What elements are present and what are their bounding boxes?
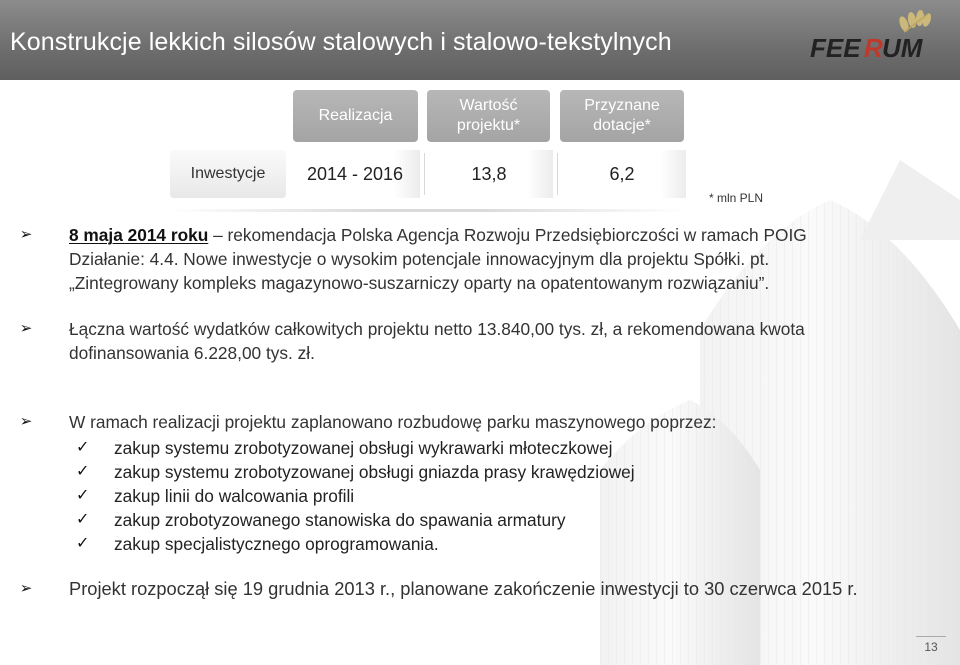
checkmark-icon: ✓ bbox=[76, 439, 90, 456]
bullet-schedule bbox=[19, 577, 939, 601]
table-cell-dotacje: 6,2 bbox=[558, 150, 686, 198]
list-item bbox=[76, 508, 566, 532]
arrow-bullet-icon: ➢ bbox=[19, 320, 33, 337]
list-item bbox=[76, 460, 635, 484]
list-item bbox=[76, 532, 439, 556]
table-row-label: Inwestycje bbox=[170, 150, 286, 198]
list-item-text: zakup linii do walcowania profili bbox=[114, 486, 355, 506]
checkmark-icon: ✓ bbox=[76, 487, 90, 504]
recommendation-text-line3: „Zintegrowany kompleks magazynowo-suszarniczy oparty na opatentowanym rozwiązaniu”. bbox=[69, 273, 770, 293]
arrow-bullet-icon: ➢ bbox=[19, 580, 33, 597]
list-item bbox=[76, 436, 613, 460]
table-header-label-line1: Przyznane bbox=[584, 97, 660, 114]
table-header-label: Realizacja bbox=[318, 107, 393, 124]
list-item-text: zakup specjalistycznego oprogramowania. bbox=[114, 534, 439, 554]
arrow-bullet-icon: ➢ bbox=[19, 226, 33, 243]
table-header-label-line1: Wartość bbox=[459, 97, 518, 114]
svg-text:FEE: FEE bbox=[810, 33, 861, 63]
table-footnote: * mln PLN bbox=[709, 191, 764, 205]
arrow-bullet-icon: ➢ bbox=[19, 413, 33, 430]
total-value-line2: dofinansowania 6.228,00 tys. zł. bbox=[69, 343, 315, 363]
table-cell-realizacja: 2014 - 2016 bbox=[290, 150, 420, 198]
table-header-label-line2: dotacje* bbox=[593, 117, 651, 134]
list-item-text: zakup zrobotyzowanego stanowiska do spawania armatury bbox=[114, 510, 566, 530]
recommendation-date: 8 maja 2014 roku bbox=[69, 225, 209, 245]
total-value-line1: Łączna wartość wydatków całkowitych projektu netto 13.840,00 tys. zł, a rekomendowana kwota bbox=[69, 319, 805, 339]
bullet-total-value bbox=[19, 317, 939, 365]
checkmark-icon: ✓ bbox=[76, 511, 90, 528]
bullet-recommendation bbox=[19, 223, 939, 295]
recommendation-text: – rekomendacja Polska Agencja Rozwoju Przedsiębiorczości w ramach POIG bbox=[208, 225, 807, 245]
schedule-text: Projekt rozpoczął się 19 grudnia 2013 r., planowane zakończenie inwestycji to 30 czerwca 2015 r. bbox=[69, 578, 858, 599]
checkmark-icon: ✓ bbox=[76, 535, 90, 552]
table-cell-wartosc: 13,8 bbox=[425, 150, 553, 198]
list-item bbox=[76, 484, 355, 508]
table-header-label-line2: projektu* bbox=[456, 117, 521, 134]
list-item-text: zakup systemu zrobotyzowanej obsługi wykrawarki młoteczkowej bbox=[114, 438, 613, 458]
svg-text:UM: UM bbox=[882, 33, 923, 63]
svg-text:R: R bbox=[864, 33, 883, 63]
slide-title: Konstrukcje lekkich silosów stalowych i stalowo-tekstylnych bbox=[10, 28, 672, 56]
page-number: 13 bbox=[916, 636, 946, 656]
bullet-machinery bbox=[19, 410, 939, 434]
list-item-text: zakup systemu zrobotyzowanej obsługi gniazda prasy krawędziowej bbox=[114, 462, 635, 482]
recommendation-text-line2: Działanie: 4.4. Nowe inwestycje o wysokim potencjale innowacyjnym dla projektu Spółki. pt. bbox=[69, 249, 770, 269]
checkmark-icon: ✓ bbox=[76, 463, 90, 480]
machinery-intro: W ramach realizacji projektu zaplanowano rozbudowę parku maszynowego poprzez: bbox=[69, 412, 717, 432]
